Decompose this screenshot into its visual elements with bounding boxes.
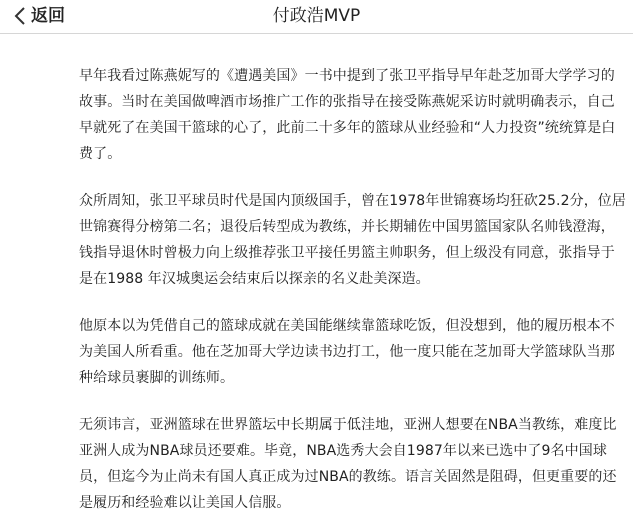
article-paragraph: 众所周知，张卫平球员时代是国内顶级国手，曾在1978年世锦赛场均狂砍25.2分，位居世锦赛得分榜第二名；退役后转型成为教练，并长期辅佐中国男篮国家队名帅钱澄海，钱指导退休时曾极力向上级推荐张卫平接任男篮主帅职务，但上级没有同意，张指导于是在1988 年汉城奥运会结束后以探亲的名义赴美深造。 (79, 193, 626, 287)
article-paragraph: 早年我看过陈燕妮写的《遭遇美国》一书中提到了张卫平指导早年赴芝加哥大学学习的故事。当时在美国做啤酒市场推广工作的张指导在接受陈燕妮采访时就明确表示，自己早就死了在美国干篮球的心了，此前二十多年的篮球从业经验和“人力投资”统统算是白费了。 (79, 68, 616, 162)
page-title: 付政浩MVP (272, 6, 361, 26)
back-label: 返回 (31, 6, 65, 26)
nav-bar (0, 0, 633, 34)
article-paragraph: 他原本以为凭借自己的篮球成就在美国能继续靠篮球吃饭，但没想到，他的履历根本不为美国人所看重。他在芝加哥大学边读书边打工，他一度只能在芝加哥大学篮球队当那种给球员裹脚的训练师。 (79, 318, 615, 386)
article-body (0, 34, 633, 516)
article-paragraph: 无须讳言，亚洲篮球在世界篮坛中长期属于低洼地，亚洲人想要在NBA当教练，难度比亚洲人成为NBA球员还要难。毕竟，NBA选秀大会自1987年以来已选中了9名中国球员，但迄今为止尚未有国人真正成为过NBA的教练。语言关固然是阻碍，但更重要的还是履历和经验难以让美国人信服。 (79, 417, 617, 511)
